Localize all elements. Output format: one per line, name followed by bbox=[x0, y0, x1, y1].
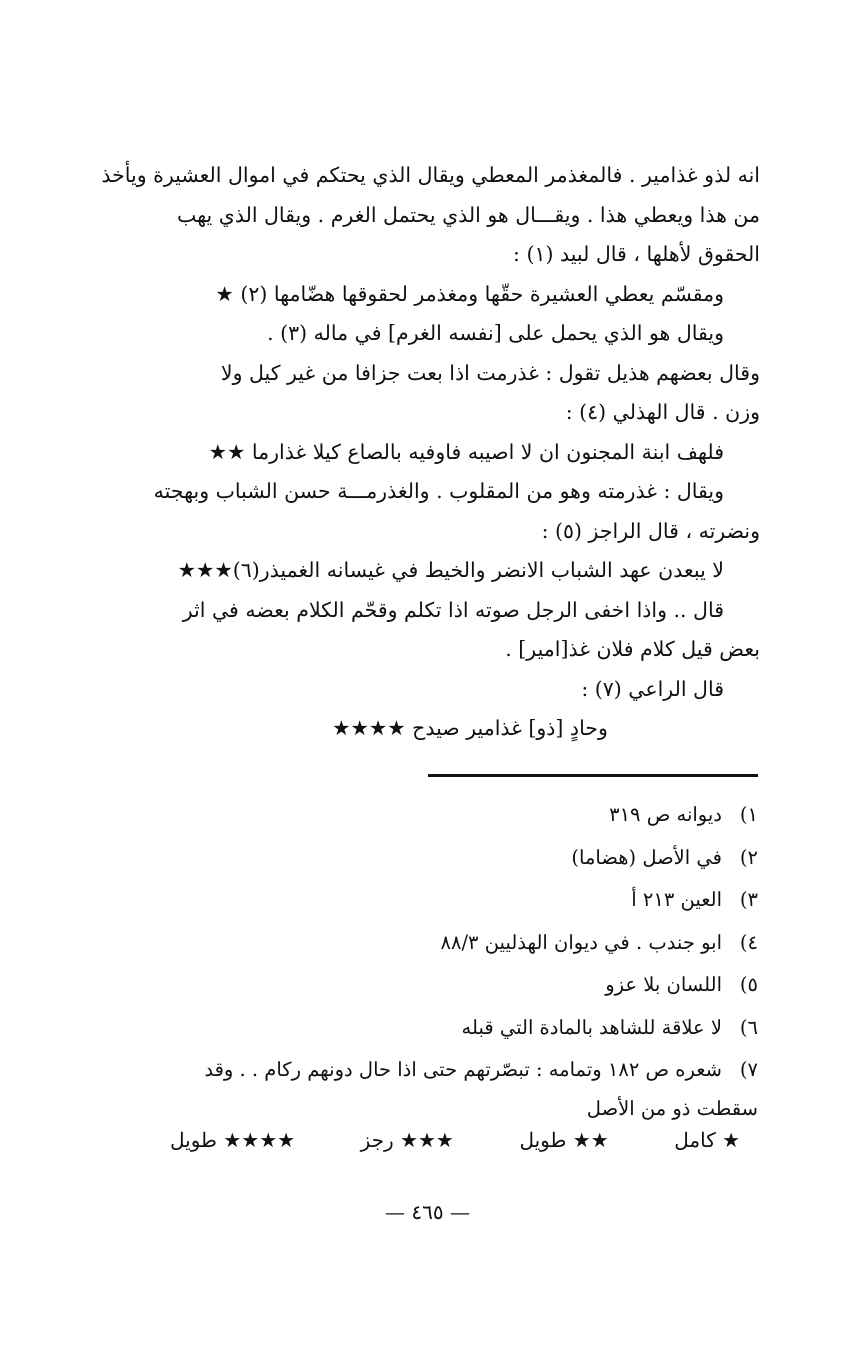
footnote-item bbox=[90, 794, 758, 837]
meter-legend bbox=[170, 1128, 740, 1152]
meter-entry: ★★★★ طويل bbox=[170, 1128, 296, 1152]
text-line: ويقال : غذرمته وهو من المقلوب . والغذرمـــة حسن الشباب وبهجته bbox=[153, 479, 724, 503]
meter-entry: ★★ طويل bbox=[519, 1128, 609, 1152]
text-line: بعض قيل كلام فلان غذ[امير] . bbox=[505, 637, 760, 661]
text-line: انه لذو غذامير . فالمغذمر المعطي ويقال الذي يحتكم في اموال العشيرة ويأخذ bbox=[101, 163, 760, 187]
footnote-text: العين ٢١٣ أ bbox=[631, 888, 722, 911]
footnote-item bbox=[90, 922, 758, 965]
footnote-divider bbox=[428, 774, 758, 777]
meter-entry: ★ كامل bbox=[674, 1128, 740, 1152]
verse-line: فلهف ابنة المجنون ان لا اصيبه فاوفيه بالصاع كيلا غذارما ★★ bbox=[208, 439, 724, 464]
page-number: — ٤٦٥ — bbox=[385, 1200, 470, 1224]
text-line: قال الراعي (٧) : bbox=[581, 676, 724, 701]
footnote-item bbox=[90, 1049, 758, 1092]
footnote-text: في الأصل (هضاما) bbox=[571, 845, 722, 869]
meter-entry: ★★★ رجز bbox=[360, 1128, 454, 1152]
footnote-number: ٧) bbox=[739, 1058, 758, 1081]
footnote-item bbox=[90, 837, 758, 880]
text-line: من هذا ويعطي هذا . ويقـــال هو الذي يحتمل الغرم . ويقال الذي يهب bbox=[176, 202, 760, 227]
footnote-item bbox=[90, 964, 758, 1007]
footnotes bbox=[90, 794, 758, 1126]
footnote-number: ٢) bbox=[739, 845, 758, 869]
text-line: قال .. واذا اخفى الرجل صوته اذا تكلم وقحّم الكلام بعضه في اثر bbox=[182, 597, 724, 622]
footnote-text: لا علاقة للشاهد بالمادة التي قبله bbox=[461, 1015, 722, 1039]
footnote-number: ٣) bbox=[739, 888, 758, 911]
footnote-item bbox=[90, 1007, 758, 1050]
verse-line: وحادٍ [ذو] غذامير صيدح ★★★★ bbox=[332, 716, 608, 740]
main-text bbox=[80, 156, 760, 749]
footnote-text: شعره ص ١٨٢ وتمامه : تبصّرتهم حتى اذا حال دونهم ركام . . وقد bbox=[204, 1058, 722, 1081]
text-line: ويقال هو الذي يحمل على [نفسه الغرم] في ماله (٣) . bbox=[267, 321, 724, 345]
footnote-item bbox=[90, 879, 758, 922]
text-line: ونضرته ، قال الراجز (٥) : bbox=[541, 518, 760, 543]
footnote-number: ٦) bbox=[739, 1015, 758, 1039]
footnote-continuation: سقطت ذو من الأصل bbox=[586, 1096, 758, 1120]
footnote-text: ابو جندب . في ديوان الهذليين ٨٨/٣ bbox=[440, 930, 722, 954]
text-line: الحقوق لأهلها ، قال لبيد (١) : bbox=[513, 242, 760, 266]
text-line: وقال بعضهم هذيل تقول : غذرمت اذا بعت جزافا من غير كيل ولا bbox=[220, 360, 760, 385]
footnote-number: ١) bbox=[739, 803, 758, 826]
verse-line: ومقسّم يعطي العشيرة حقّها ومغذمر لحقوقها هضّامها (٢) ★ bbox=[215, 281, 724, 306]
text-line: وزن . قال الهذلي (٤) : bbox=[565, 400, 760, 424]
footnote-number: ٤) bbox=[739, 930, 758, 954]
footnote-number: ٥) bbox=[739, 973, 758, 996]
footnote-text: اللسان بلا عزو bbox=[605, 973, 722, 996]
verse-line: لا يبعدن عهد الشباب الانضر والخيط في غيسانه الغميذر(٦)★★★ bbox=[177, 558, 724, 582]
footnote-text: ديوانه ص ٣١٩ bbox=[609, 803, 722, 826]
